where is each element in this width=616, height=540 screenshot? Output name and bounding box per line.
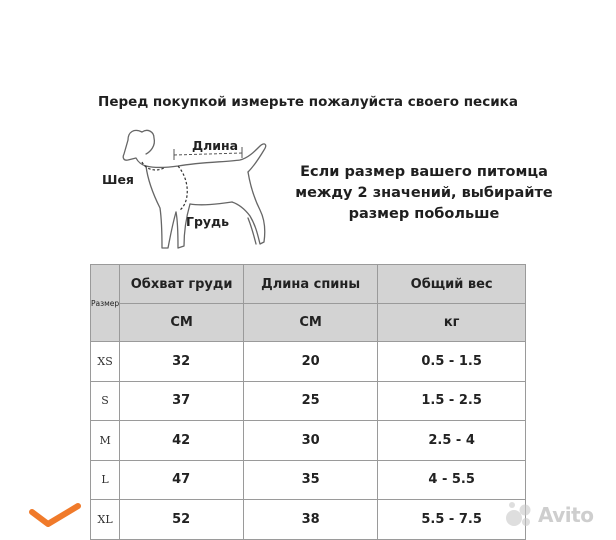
back-length-cell: 25	[244, 381, 378, 421]
table-row	[91, 381, 526, 421]
chest-cell: 37	[120, 381, 244, 421]
length-label: Длина	[192, 138, 239, 153]
avito-logo-icon	[504, 500, 534, 530]
unit-chest: СМ	[120, 304, 244, 342]
check-mark-icon	[28, 502, 84, 530]
avito-watermark	[504, 498, 610, 532]
back-length-cell: 30	[244, 421, 378, 461]
size-cell: XS	[91, 342, 120, 382]
page-heading: Перед покупкой измерьте пожалуйста своего песика	[98, 94, 518, 110]
size-cell: S	[91, 381, 120, 421]
chest-cell: 42	[120, 421, 244, 461]
note-line-2: между 2 значений, выбирайте	[295, 185, 553, 201]
header-weight: Общий вес	[378, 265, 526, 304]
unit-weight: кг	[378, 304, 526, 342]
back-length-cell: 35	[244, 460, 378, 500]
dog-measurement-diagram	[98, 118, 288, 268]
weight-cell: 4 - 5.5	[378, 460, 526, 500]
size-chart-table	[90, 264, 526, 540]
size-cell: M	[91, 421, 120, 461]
weight-cell: 5.5 - 7.5	[378, 500, 526, 540]
back-length-cell: 38	[244, 500, 378, 540]
table-units-row	[91, 304, 526, 342]
size-advice-note	[292, 162, 556, 225]
table-row	[91, 342, 526, 382]
table-row	[91, 421, 526, 461]
note-line-1: Если размер вашего питомца	[300, 164, 548, 180]
header-chest: Обхват груди	[120, 265, 244, 304]
size-cell: L	[91, 460, 120, 500]
table-header-row	[91, 265, 526, 304]
chest-label: Грудь	[186, 214, 230, 229]
neck-label: Шея	[102, 172, 134, 187]
table-row	[91, 460, 526, 500]
chest-cell: 32	[120, 342, 244, 382]
note-line-3: размер побольше	[348, 206, 500, 222]
unit-back-length: СМ	[244, 304, 378, 342]
weight-cell: 1.5 - 2.5	[378, 381, 526, 421]
table-row	[91, 500, 526, 540]
weight-cell: 0.5 - 1.5	[378, 342, 526, 382]
back-length-cell: 20	[244, 342, 378, 382]
avito-watermark-text: Avito	[538, 503, 594, 527]
size-cell: XL	[91, 500, 120, 540]
header-back-length: Длина спины	[244, 265, 378, 304]
size-caption: Размер	[91, 265, 120, 342]
weight-cell: 2.5 - 4	[378, 421, 526, 461]
chest-cell: 52	[120, 500, 244, 540]
chest-cell: 47	[120, 460, 244, 500]
